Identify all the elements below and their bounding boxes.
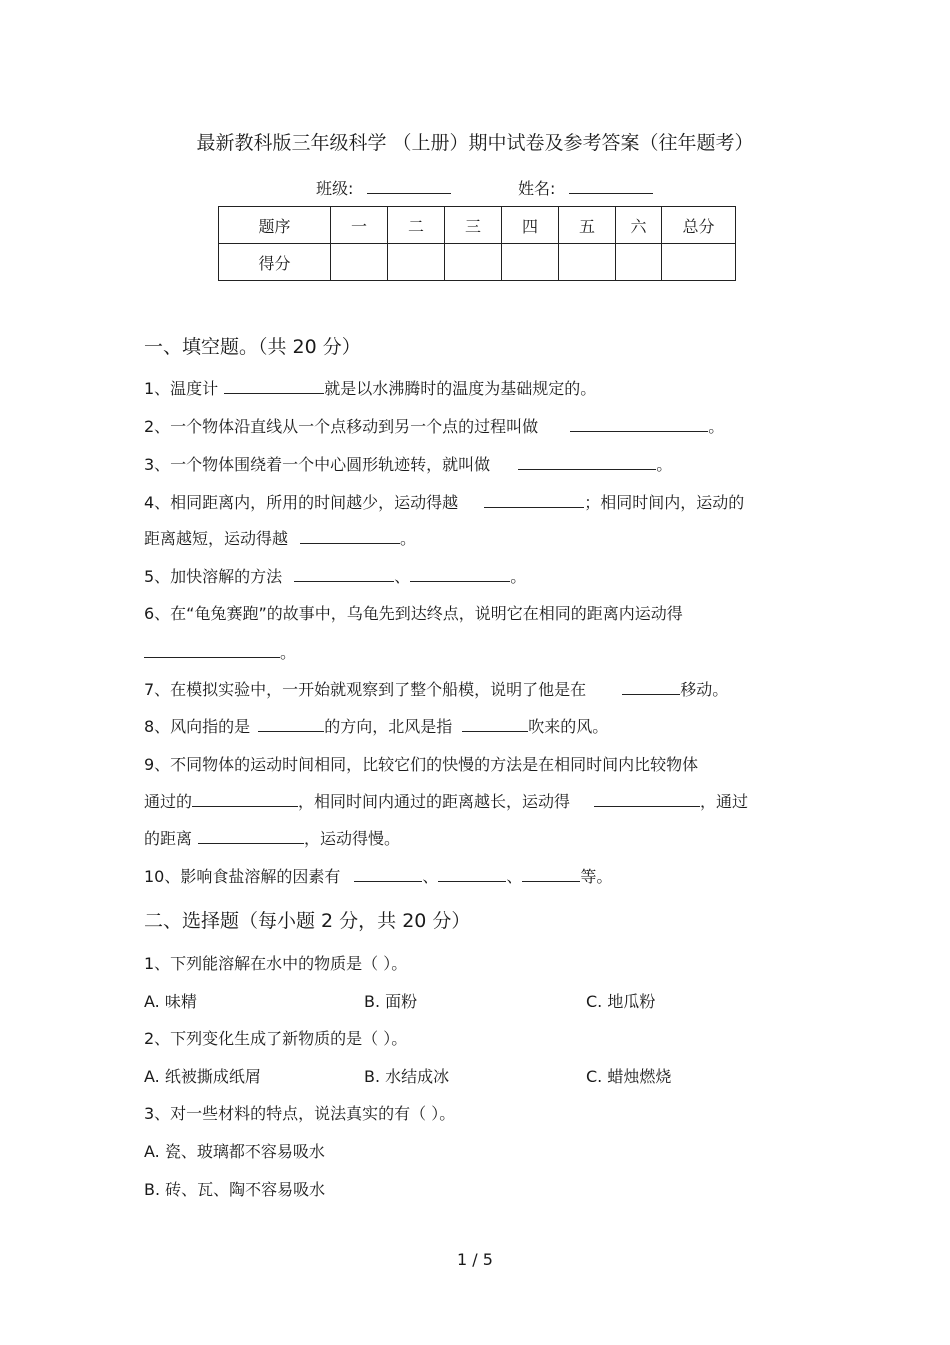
answer-blank [300,529,400,544]
score-table [218,206,736,281]
score-cell [559,244,616,281]
fill-question-4-cont [144,526,416,549]
class-blank [367,179,451,194]
class-label: 班级: [316,179,354,198]
fill-question-7 [144,677,728,700]
question-text: 的距离 [144,829,193,848]
question-text: ，运动得慢。 [304,829,401,848]
answer-blank [192,792,298,807]
question-text: 。 [708,417,725,436]
question-text: 。 [656,455,673,474]
choice-question-1-stem: 1、下列能溶解在水中的物质是（ ）。 [144,954,408,973]
score-cell [662,244,736,281]
answer-blank [522,867,580,882]
choice-option-c: C. 蜡烛燃烧 [586,1067,672,1086]
answer-blank [294,567,394,582]
score-cell [445,244,502,281]
question-text: 移动。 [680,680,729,699]
score-cell [616,244,662,281]
class-field [316,176,451,199]
answer-blank [198,829,304,844]
question-text: 7、在模拟实验中，一开始就观察到了整个船模，说明了他是在 [144,680,587,699]
answer-blank [224,379,324,394]
question-text: 距离越短，运动得越 [144,529,289,548]
choice-question-3-stem: 3、对一些材料的特点，说法真实的有（ ）。 [144,1104,456,1123]
table-header-cell: 三 [445,207,502,244]
name-blank [569,179,653,194]
fill-question-1 [144,376,596,399]
fill-question-5 [144,564,526,587]
fill-question-4 [144,490,744,513]
score-table-score-row [219,244,736,281]
answer-blank [484,493,584,508]
table-header-cell: 总分 [662,207,736,244]
question-text: 的方向，北风是指 [324,717,453,736]
score-cell [331,244,388,281]
choice-option-b: B. 面粉 [364,992,418,1011]
question-text: 就是以水沸腾时的温度为基础规定的。 [324,379,597,398]
choice-option-a: A. 味精 [144,992,197,1011]
answer-blank [594,792,700,807]
question-text: 8、风向指的是 [144,717,251,736]
question-text: 1、温度计 [144,379,219,398]
question-text: 2、一个物体沿直线从一个点移动到另一个点的过程叫做 [144,417,539,436]
choice-option-b: B. 水结成冰 [364,1067,450,1086]
fill-question-9 [144,752,698,775]
question-text: 、 [506,867,523,886]
answer-blank [354,867,422,882]
question-text: 3、一个物体围绕着一个中心圆形轨迹转，就叫做 [144,455,491,474]
choice-option-a: A. 瓷、玻璃都不容易吸水 [144,1142,325,1161]
choice-option-c: C. 地瓜粉 [586,992,656,1011]
answer-blank [258,717,324,732]
score-cell [388,244,445,281]
question-text: 、 [422,867,439,886]
score-table-header-row [219,207,736,244]
question-text: 9、不同物体的运动时间相同，比较它们的快慢的方法是在相同时间内比较物体 [144,755,699,774]
choice-question-2-stem: 2、下列变化生成了新物质的是（ ）。 [144,1029,408,1048]
table-header-cell: 四 [502,207,559,244]
fill-question-9-cont2 [144,826,400,849]
score-row-label: 得分 [219,244,331,281]
table-header-cell: 五 [559,207,616,244]
page-number: 1 / 5 [457,1250,493,1269]
question-text: 等。 [580,867,613,886]
name-label: 姓名: [518,179,556,198]
fill-question-2 [144,414,724,437]
answer-blank [462,717,528,732]
answer-blank [438,867,506,882]
table-header-cell: 一 [331,207,388,244]
choice-option-a: A. 纸被撕成纸屑 [144,1067,261,1086]
fill-question-8 [144,714,608,737]
section1-title: 一、填空题。（共 20 分） [144,336,361,358]
answer-blank [518,455,656,470]
question-text: 4、相同距离内，所用的时间越少，运动得越 [144,493,459,512]
question-text: ，通过 [700,792,749,811]
score-cell [502,244,559,281]
choice-option-b: B. 砖、瓦、陶不容易吸水 [144,1180,326,1199]
question-text: 。 [400,529,417,548]
fill-question-10 [144,864,612,887]
section2-title: 二、选择题（每小题 2 分，共 20 分） [144,910,471,932]
answer-blank [410,567,510,582]
fill-question-6 [144,601,683,624]
question-text: 6、在“龟兔赛跑”的故事中，乌龟先到达终点，说明它在相同的距离内运动得 [144,604,683,623]
table-header-cell: 二 [388,207,445,244]
fill-question-3 [144,452,672,475]
question-text: ；相同时间内，运动的 [584,493,745,512]
table-header-cell: 六 [616,207,662,244]
question-text: 。 [510,567,527,586]
answer-blank [570,417,708,432]
answer-blank [622,680,680,695]
question-text: ，相同时间内通过的距离越长，运动得 [298,792,571,811]
name-field [518,176,653,199]
question-text: 吹来的风。 [528,717,609,736]
question-text: 10、影响食盐溶解的因素有 [144,867,341,886]
table-header-cell: 题序 [219,207,331,244]
fill-question-9-cont [144,789,748,812]
answer-blank [144,643,280,658]
question-text: 、 [394,567,411,586]
page-title: 最新教科版三年级科学 （上册）期中试卷及参考答案（往年题考） [196,132,754,154]
question-text: 5、加快溶解的方法 [144,567,283,586]
question-text: 。 [280,643,297,662]
fill-question-6-cont [144,640,296,663]
question-text: 通过的 [144,792,193,811]
